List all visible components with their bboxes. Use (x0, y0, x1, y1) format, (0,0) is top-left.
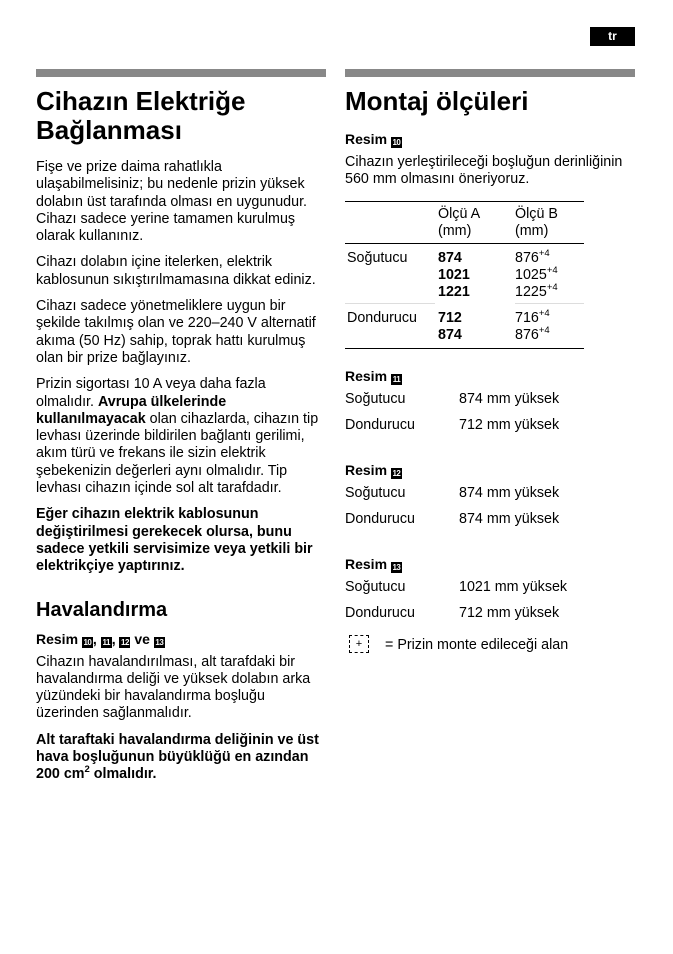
and-word: ve (134, 630, 150, 647)
right-column (345, 69, 635, 659)
figure-number-badge: 10 (392, 138, 401, 147)
resim-label: Resim (345, 131, 388, 147)
paragraph-fuse (36, 376, 326, 497)
height-value: 874 mm yüksek (459, 390, 560, 407)
table-header (345, 202, 584, 243)
appliance-type: Soğutucu (345, 484, 406, 501)
height-row (345, 391, 635, 417)
figure-number-badge: 12 (121, 637, 129, 647)
height-row (345, 485, 635, 511)
height-value: 1021 mm yüksek (459, 578, 568, 595)
paragraph-ventilation-size (36, 732, 326, 784)
column-a-unit: (mm) (438, 222, 472, 239)
height-row (345, 579, 635, 605)
value-a: 874 (438, 326, 462, 343)
comma: , (111, 630, 116, 647)
value-b: 716 (515, 309, 539, 326)
figure-number-badge: 11 (392, 374, 401, 384)
tolerance: +4 (546, 264, 558, 276)
table-row (345, 304, 584, 348)
paragraph-plug-access: Fişe ve prize daima rahatlıkla ulaşabilmelisiniz; bu nedenle prizin yüksek dolabın üst tarafında olması en uygunudur. Cihazı sadece yerine tamamen kurulmuş olarak kullanınız. (36, 159, 308, 245)
paragraph-cable-replacement: Eğer cihazın elektrik kablosunun değiştirilmesi gerekecek olursa, bunu sadece yetkili servisimize veya yetkili bir elektrikçiye yaptırınız. (36, 506, 313, 575)
appliance-type: Dondurucu (345, 510, 415, 527)
table-row (345, 244, 584, 304)
height-row (345, 605, 635, 631)
height-value: 874 mm yüksek (459, 484, 560, 501)
comma: , (92, 630, 97, 647)
resim-label: Resim (345, 461, 388, 478)
mounting-dimensions-title: Montaj ölçüleri (345, 86, 529, 116)
figure-number-badge: 12 (392, 468, 401, 478)
height-row (345, 417, 635, 443)
column-b-header (515, 206, 558, 241)
tolerance: +4 (538, 307, 550, 319)
dimensions-table (345, 201, 584, 349)
superscript: 2 (84, 764, 90, 776)
vent-size-text: Alt taraftaki havalandırma deliğinin ve üst hava boşluğunun büyüklüğü en azından 200 cm (36, 731, 319, 783)
resim-label: Resim (345, 555, 388, 572)
figure-ref (345, 555, 635, 573)
figure-ref (345, 461, 635, 479)
fuse-text-bold: Avrupa ülkelerinde kullanılmayacak (36, 393, 227, 427)
title-line-1: Cihazın Elektriğe (36, 86, 246, 116)
figure-ref (345, 130, 635, 148)
row-label: Dondurucu (347, 309, 417, 326)
figure-number-badge: 13 (155, 637, 164, 647)
column-b-unit: (mm) (515, 222, 549, 239)
value-b: 876 (515, 326, 539, 343)
fuse-text-a: Prizin sigortası 10 A veya daha fazla olmalıdır. (36, 376, 266, 410)
appliance-type: Soğutucu (345, 390, 406, 407)
value-b: 1025 (515, 266, 547, 283)
height-value: 874 mm yüksek (459, 510, 560, 527)
row-values-a (438, 310, 462, 345)
row-values-a (438, 250, 470, 302)
electrical-connection-title (36, 87, 326, 145)
title-line-2: Bağlanması (36, 115, 182, 145)
ventilation-title: Havalandırma (36, 598, 168, 621)
column-b-title: Ölçü B (515, 205, 558, 222)
tolerance: +4 (538, 247, 550, 259)
vent-size-text-end: olmalıdır. (89, 766, 157, 783)
paragraph-socket-requirements: Cihazı sadece yönetmeliklere uygun bir şekilde takılmış olan ve 220–240 V alternatif akıma (50 Hz) sahip, toprak hattı kurulmuş olan bir prize bağlayınız. (36, 298, 316, 366)
paragraph-depth: Cihazın yerleştirileceği boşluğun derinliğinin 560 mm olmasını öneriyoruz. (345, 154, 623, 188)
table-bottom-rule (345, 348, 584, 349)
height-value: 712 mm yüksek (459, 604, 560, 621)
appliance-type: Dondurucu (345, 416, 415, 433)
section-rule (36, 69, 326, 77)
row-label: Soğutucu (347, 249, 408, 266)
legend (345, 635, 635, 659)
section-rule (345, 69, 635, 77)
resim-label: Resim (345, 367, 388, 384)
height-value: 712 mm yüksek (459, 416, 560, 433)
value-a: 1221 (438, 284, 470, 301)
row-values-b (515, 247, 558, 302)
value-a: 874 (438, 249, 462, 266)
figure-number-badge: 11 (102, 637, 110, 647)
value-a: 1021 (438, 266, 470, 283)
column-a-title: Ölçü A (438, 205, 481, 222)
fuse-text-c: olan cihazlarda, cihazın tip levhası üzerinde bildirilen bağlantı gerilimi, akım türü ve frekans ile sizin elektrik şebekenizin değerleri aynı olmalıdır. Tip levhası cihazın içinde sol alt tarafdadır. (36, 410, 319, 497)
figure-number-badge: 13 (392, 562, 401, 572)
left-column (36, 69, 326, 793)
value-b: 876 (515, 249, 539, 266)
appliance-type: Dondurucu (345, 604, 415, 621)
value-b: 1225 (515, 284, 547, 301)
ventilation-figure-ref (36, 630, 326, 648)
language-badge: tr (590, 27, 635, 46)
tolerance: +4 (546, 282, 558, 294)
value-a: 712 (438, 309, 462, 326)
resim-label: Resim (36, 630, 79, 647)
tolerance: +4 (538, 324, 550, 336)
figure-ref (345, 367, 635, 385)
legend-text: = Prizin monte edileceği alan (385, 636, 569, 653)
row-values-b (515, 307, 550, 345)
column-a-header (438, 206, 480, 241)
socket-area-icon: + (349, 635, 369, 653)
appliance-type: Soğutucu (345, 578, 406, 595)
paragraph-cable-caution: Cihazı dolabın içine itelerken, elektrik kablosunun sıkıştırılmamasına dikkat ediniz. (36, 254, 316, 288)
figure-number-badge: 10 (83, 637, 92, 647)
height-row (345, 511, 635, 537)
paragraph-ventilation: Cihazın havalandırılması, alt tarafdaki bir havalandırma deliği ve yüksek dolabın arka yüzündeki bir havalandırma boşluğu üzerinden sağlanmalıdır. (36, 653, 311, 722)
